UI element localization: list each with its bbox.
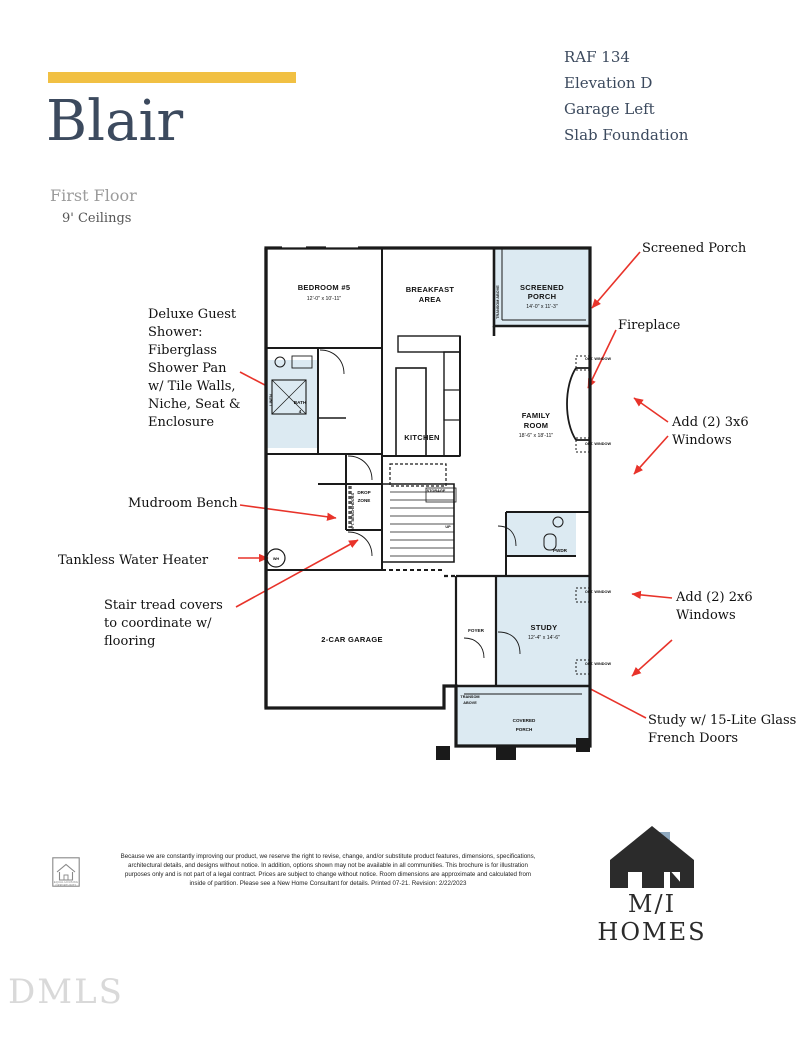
disclaimer-text: Because we are constantly improving our product, we reserve the right to revise, change, and/or substitute product features, dimensions, specifications, architectural details, and designs without notice. In addition, options shown may not be available in all communities. This brochure is for illustration purposes only and is not part of a legal contract. Prices are subject to change without notice. Room dimensions are approximate and calculated from inside of partition. Please see a New Home Consultant for details. Printed 07-21. Revision: 2/22/2023 — [120, 853, 536, 887]
callout-deluxe-guest-shower: Deluxe Guest Shower: Fiberglass Shower Pan w/ Tile Walls, Niche, Seat & Enclosure — [148, 307, 241, 430]
label-opt-window-2: OPT. WINDOW — [584, 442, 612, 446]
spec-line-plan: RAF 134 — [564, 48, 630, 66]
spec-line-foundation: Slab Foundation — [564, 126, 689, 144]
callout-mudroom-bench: Mudroom Bench — [128, 496, 238, 511]
label-bath4-1: BATH — [293, 400, 307, 405]
label-bath4-2: 4 — [298, 409, 302, 414]
label-breakfast-1: BREAKFAST — [405, 285, 455, 294]
spec-line-garage: Garage Left — [564, 100, 655, 118]
label-family-1: FAMILY — [521, 411, 551, 420]
label-linen: LINEN — [269, 394, 273, 406]
label-transom-entry-1: TRANSOM — [460, 695, 480, 699]
accent-bar — [48, 72, 296, 83]
label-opt-window-1: OPT. WINDOW — [584, 357, 612, 361]
label-covered-2: PORCH — [515, 727, 533, 732]
label-storage: STORAGE — [426, 489, 446, 493]
callout-study-french-doors: Study w/ 15-Lite Glass French Doors — [648, 713, 797, 746]
callout-add-2x6-windows: Add (2) 2x6 Windows — [676, 590, 753, 623]
callout-stair-tread-covers: Stair tread covers to coordinate w/ flooring — [104, 598, 223, 649]
label-wh: WH — [272, 557, 280, 561]
label-transom-entry-2: ABOVE — [463, 701, 477, 705]
label-covered-1: COVERED — [512, 718, 536, 723]
label-opt-bench-hooks: OPT. BENCH/HOOKS — [351, 493, 355, 531]
label-breakfast-2: AREA — [418, 295, 442, 304]
callout-screened-porch: Screened Porch — [642, 241, 747, 256]
equal-housing-label: EQUAL HOUSING OPPORTUNITY — [53, 881, 79, 887]
floor-plan-drawing — [258, 240, 618, 780]
label-foyer: FOYER — [468, 628, 484, 633]
label-pwdr: PWDR — [552, 548, 568, 553]
callout-add-3x6-windows: Add (2) 3x6 Windows — [672, 415, 749, 448]
label-opt-window-4: OPT. WINDOW — [584, 662, 612, 666]
label-study-dim: 12'-4" x 14'-6" — [528, 635, 560, 641]
callout-fireplace: Fireplace — [618, 318, 681, 333]
spec-block — [564, 44, 688, 148]
label-drop-1: DROP — [357, 490, 371, 495]
label-screened-dim: 14'-0" x 11'-3" — [526, 304, 558, 310]
label-family-dim: 18'-6" x 18'-11" — [518, 433, 554, 439]
label-screened-2: PORCH — [527, 292, 557, 301]
label-opt-window-3: OPT. WINDOW — [584, 590, 612, 594]
label-kitchen: KITCHEN — [404, 433, 440, 442]
label-garage: 2-CAR GARAGE — [321, 635, 383, 644]
label-study: STUDY — [530, 623, 558, 632]
label-up: UP — [445, 525, 451, 529]
label-drop-2: ZONE — [357, 498, 371, 503]
callout-tankless-water-heater: Tankless Water Heater — [58, 553, 209, 568]
label-bedroom5: BEDROOM #5 — [297, 283, 351, 292]
page-title: Blair — [46, 89, 184, 154]
label-screened-1: SCREENED — [519, 283, 565, 292]
label-transom-above-porch: TRANSOM ABOVE — [496, 285, 500, 319]
label-bedroom5-dim: 12'-0" x 10'-11" — [306, 296, 342, 302]
spec-line-elevation: Elevation D — [564, 74, 653, 92]
label-family-2: ROOM — [523, 421, 549, 430]
floor-label: First Floor — [50, 186, 137, 205]
ceilings-label: 9' Ceilings — [62, 211, 132, 226]
brand-name: M/I HOMES — [597, 890, 707, 946]
watermark: DMLS — [8, 972, 124, 1012]
